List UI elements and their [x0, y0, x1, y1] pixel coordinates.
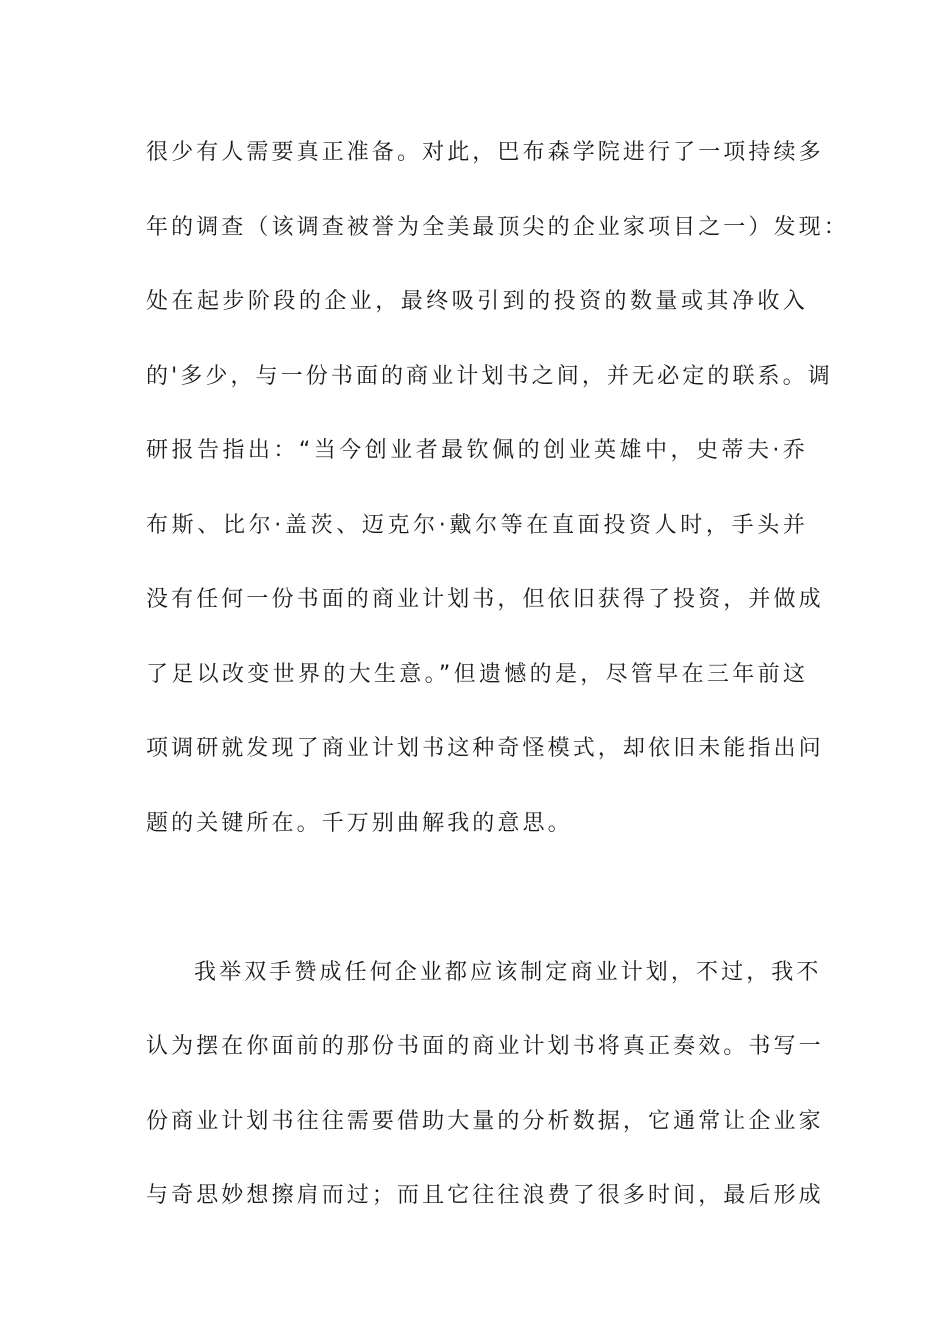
text-line: 认为摆在你面前的那份书面的商业计划书将真正奏效。书写一	[146, 1034, 824, 1059]
text-line: 布斯、比尔·盖茨、迈克尔·戴尔等在直面投资人时，手头并	[146, 513, 808, 538]
text-line: 与奇思妙想擦肩而过；而且它往往浪费了很多时间，最后形成	[146, 1183, 824, 1208]
text-line: 很少有人需要真正准备。对此，巴布森学院进行了一项持续多	[146, 140, 824, 165]
text-line: 的'多少，与一份书面的商业计划书之间，并无必定的联系。调	[146, 364, 833, 389]
text-line: 年的调查（该调查被誉为全美最顶尖的企业家项目之一）发现：	[146, 215, 849, 240]
text-line: 了足以改变世界的大生意。”但遗憾的是，尽管早在三年前这	[146, 662, 808, 687]
text-line: 项调研就发现了商业计划书这种奇怪模式，却依旧未能指出问	[146, 736, 824, 761]
text-line: 研报告指出：“当今创业者最钦佩的创业英雄中，史蒂夫·乔	[146, 438, 808, 463]
text-line: 我举双手赞成任何企业都应该制定商业计划，不过，我不	[194, 960, 822, 985]
text-line: 份商业计划书往往需要借助大量的分析数据，它通常让企业家	[146, 1109, 824, 1134]
text-line: 题的关键所在。千万别曲解我的意思。	[146, 811, 573, 836]
text-line: 没有任何一份书面的商业计划书，但依旧获得了投资，并做成	[146, 587, 824, 612]
text-line: 处在起步阶段的企业，最终吸引到的投资的数量或其净收入	[146, 289, 808, 314]
